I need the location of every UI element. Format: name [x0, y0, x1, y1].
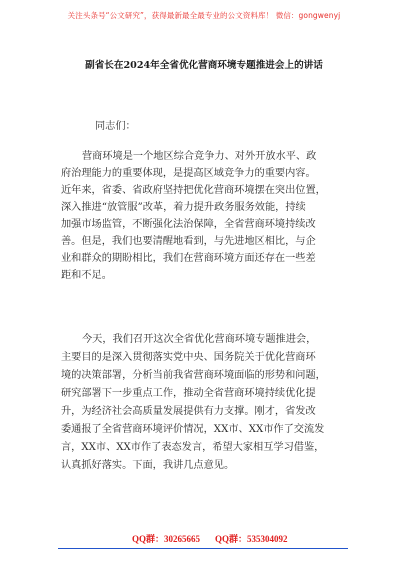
header-banner: 关注头条号“公文研究”，获得最新最全最专业的公文资料库！ 微信：gongwenyj: [67, 11, 341, 20]
paragraph-line: 距和不足。: [61, 270, 112, 281]
paragraph-line: 主要目的是深入贯彻落实党中央、国务院关于优化营商环: [61, 352, 316, 363]
paragraph-line: 研究部署下一步重点工作，推动全省营商环境持续优化提: [61, 388, 316, 399]
footer-divider-line: [58, 548, 348, 549]
paragraph-line: 加强市场监管，不断强化法治保障，全省营商环境持续改: [61, 219, 316, 230]
paragraph-line: 境的决策部署，分析当前我省营商环境面临的形势和问题，: [61, 370, 326, 381]
greeting: 同志们：: [95, 121, 136, 132]
paragraph-line: 营商环境是一个地区综合竞争力、对外开放水平、政: [82, 151, 317, 162]
paragraph-line: 府治理能力的重要体现，是提高区域竞争力的重要内容。: [61, 168, 316, 179]
footer-qq-group-1: QQ群：30265665: [132, 534, 201, 544]
paragraph-line: 善。但是，我们也要清醒地看到，与先进地区相比，与企: [61, 236, 316, 247]
paragraph-line: 言，XX市、XX市作了表态发言，希望大家相互学习借鉴，: [61, 442, 325, 453]
document-title: 副省长在2024年全省优化营商环境专题推进会上的讲话: [85, 60, 323, 71]
paragraph-line: 深入推进“放管服”改革，着力提升政务服务效能，持续: [61, 202, 306, 213]
paragraph-line: 近年来，省委、省政府坚持把优化营商环境摆在突出位置，: [61, 185, 326, 196]
paragraph-line: 委通报了全省营商环境评价情况，XX市、XX市作了交流发: [61, 424, 325, 435]
paragraph-line: 认真抓好落实。下面，我讲几点意见。: [61, 460, 235, 471]
paragraph-line: 今天，我们召开这次全省优化营商环境专题推进会，: [82, 334, 317, 345]
paragraph-line: 业和群众的期盼相比，我们在营商环境方面还存在一些差: [61, 253, 316, 264]
paragraph-line: 升，为经济社会高质量发展提供有力支撑。刚才，省发改: [61, 406, 316, 417]
footer-qq-group-2: QQ群：535304092: [215, 534, 288, 544]
